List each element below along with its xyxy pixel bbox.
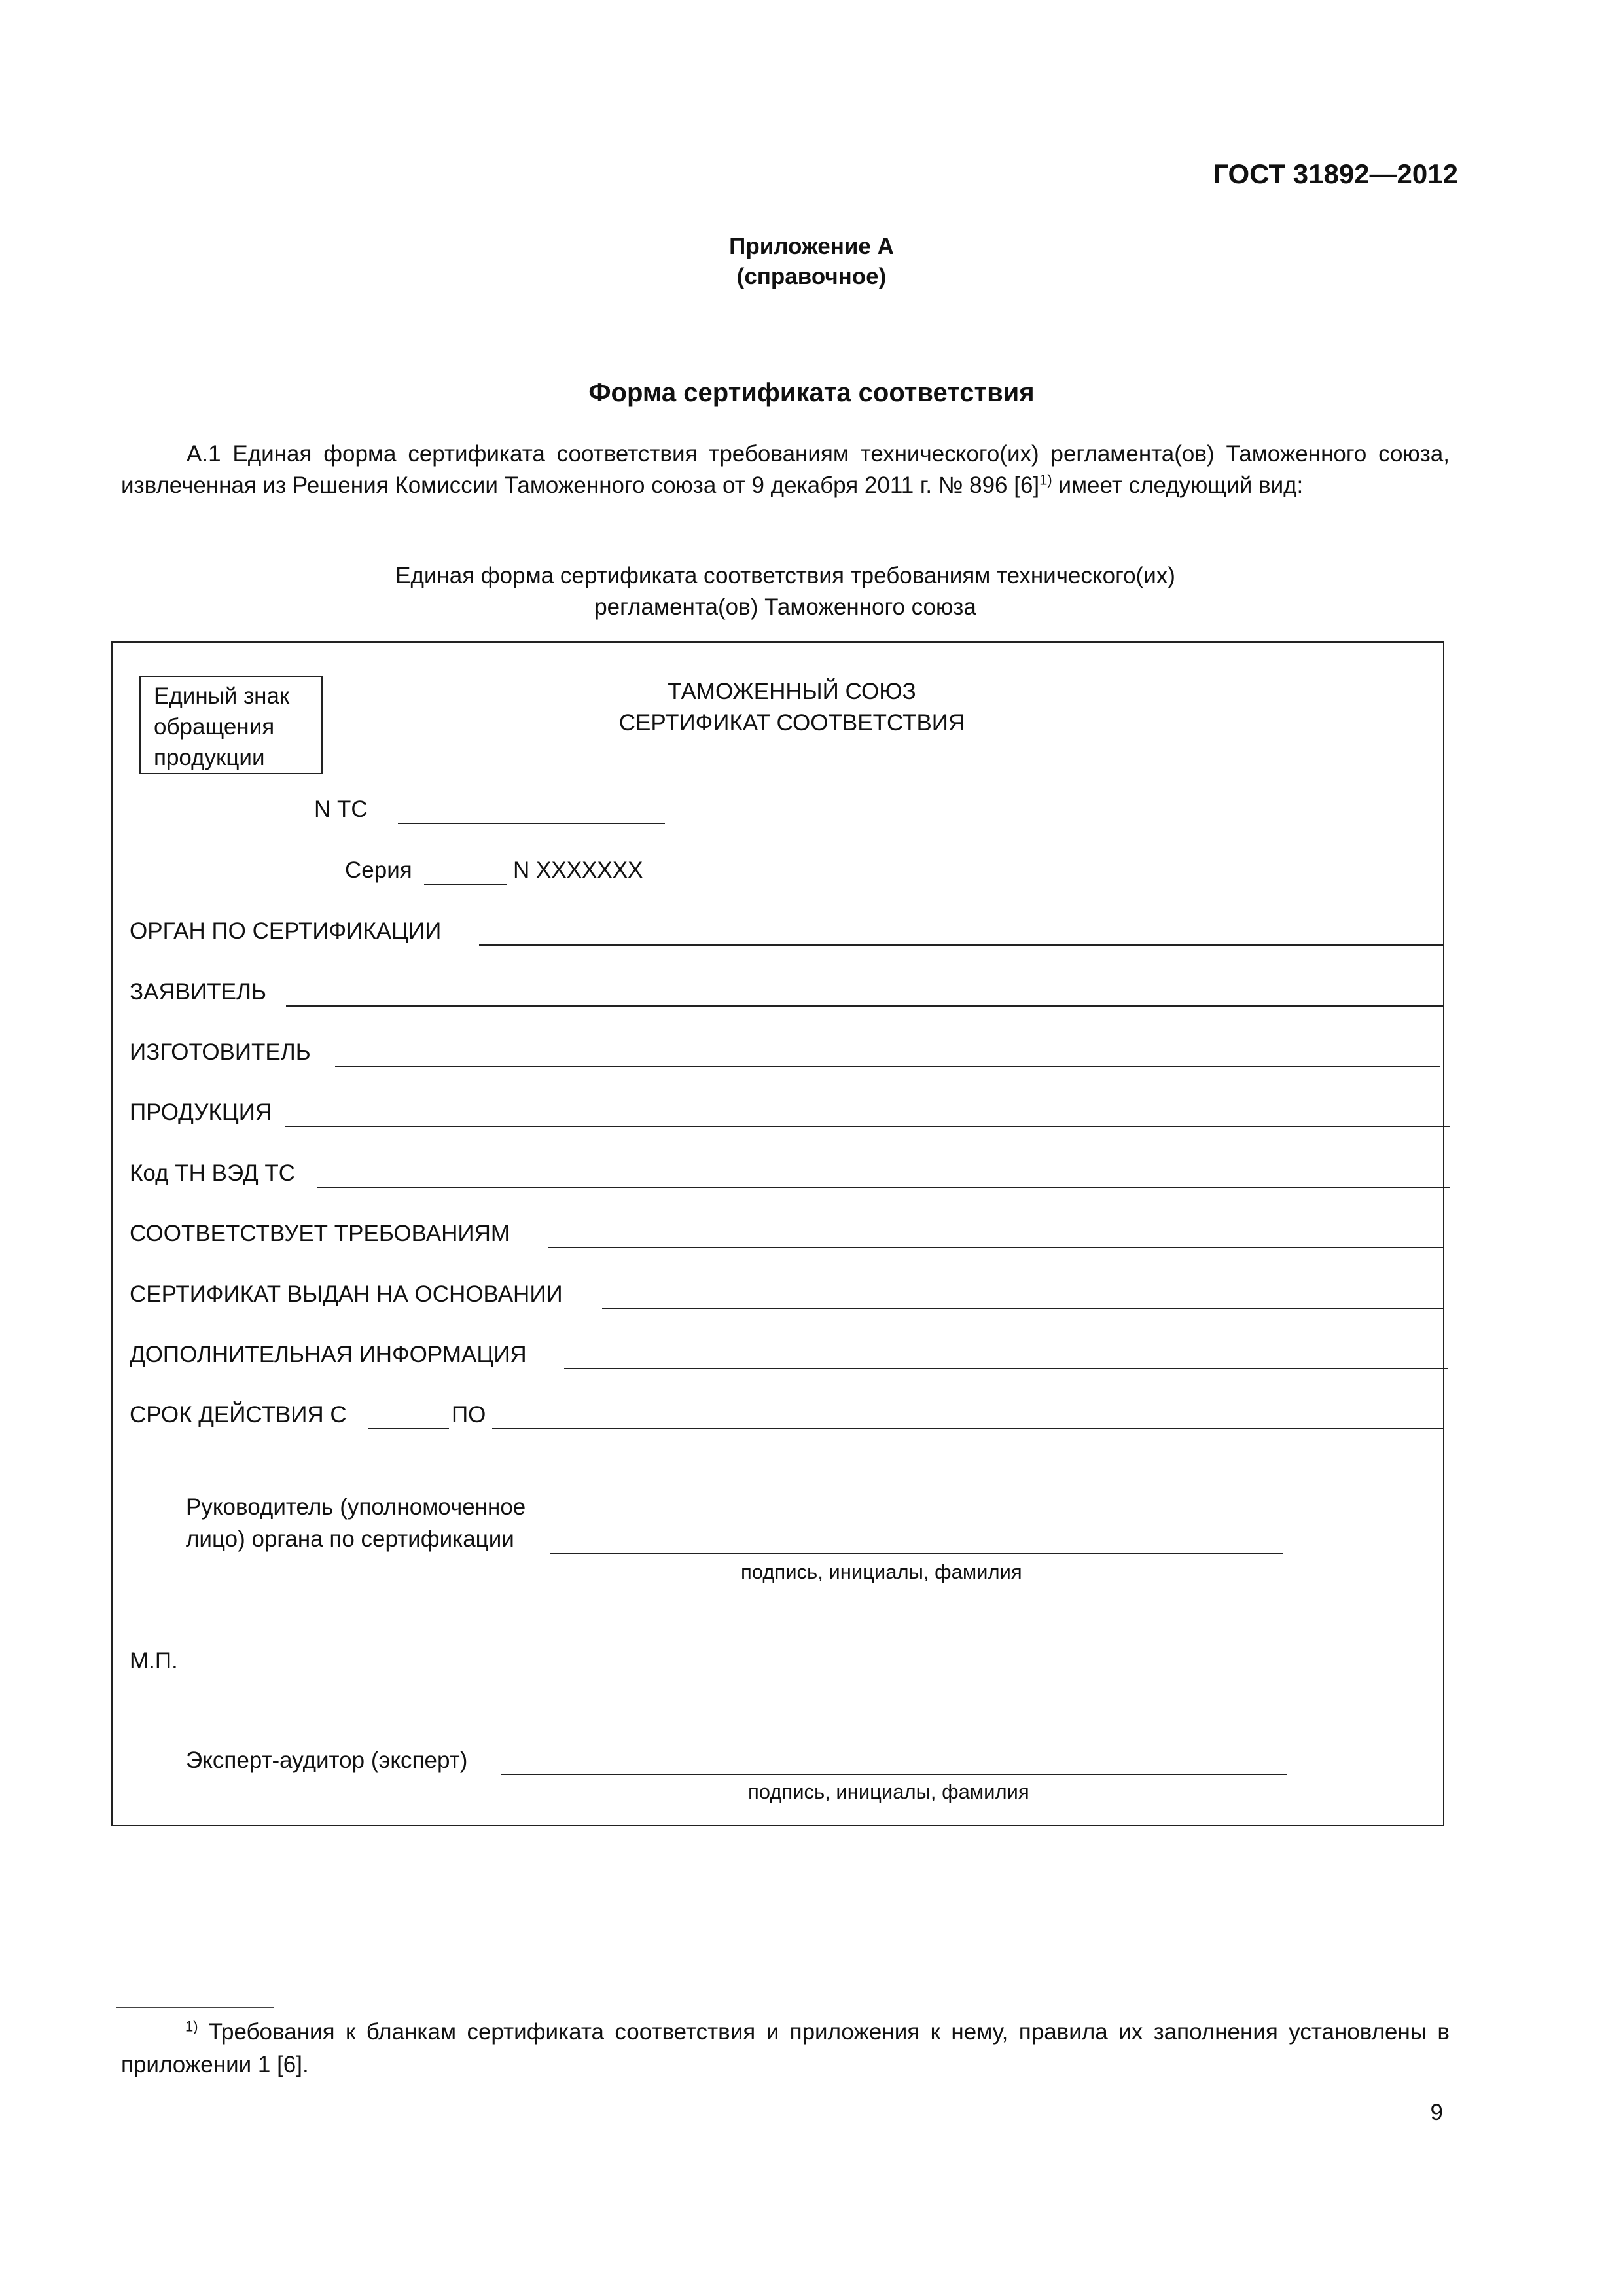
validity-to-label: ПО <box>452 1402 486 1427</box>
validity-from-field[interactable] <box>368 1428 449 1429</box>
applicant-field[interactable] <box>286 1005 1444 1007</box>
head-signature-field[interactable] <box>550 1553 1283 1554</box>
certificate-title: СЕРТИФИКАТ СООТВЕТСТВИЯ <box>618 710 965 736</box>
union-title: ТАМОЖЕННЫЙ СОЮЗ <box>668 679 916 704</box>
paragraph-tail: имеет следующий вид: <box>1052 473 1304 498</box>
cert-body-label: ОРГАН ПО СЕРТИФИКАЦИИ <box>130 918 442 944</box>
mark-line2: обращения <box>154 714 275 740</box>
footnote-text: Требования к бланкам сертификата соответствия и приложения к нему, правила их заполнения установлены в приложении 1 [6]. <box>121 2019 1450 2077</box>
form-caption-line1: Единая форма сертификата соответствия требованиям технического(их) <box>395 563 1175 588</box>
intro-paragraph <box>121 439 1450 501</box>
requirements-field[interactable] <box>548 1247 1444 1248</box>
expert-label: Эксперт-аудитор (эксперт) <box>186 1748 468 1773</box>
head-signature-caption: подпись, инициалы, фамилия <box>741 1560 1022 1583</box>
applicant-label: ЗАЯВИТЕЛЬ <box>130 979 266 1005</box>
page-title: Форма сертификата соответствия <box>588 378 1035 407</box>
footnote-ref: 1) <box>1039 471 1052 488</box>
circulation-mark-box <box>139 676 323 774</box>
manufacturer-label: ИЗГОТОВИТЕЛЬ <box>130 1039 311 1065</box>
tnved-code-field[interactable] <box>317 1187 1450 1188</box>
mark-line3: продукции <box>154 745 265 770</box>
appendix-status: (справочное) <box>736 264 887 289</box>
footnote-separator <box>116 2007 274 2008</box>
basis-field[interactable] <box>602 1308 1444 1309</box>
paragraph-text: А.1 Единая форма сертификата соответствия требованиям технического(их) регламента(ов) Таможенного союза, извлеченная из Решения Комиссии Таможенного союза от 9 декабря 2011 г. № 896 [6] <box>121 441 1450 498</box>
basis-label: СЕРТИФИКАТ ВЫДАН НА ОСНОВАНИИ <box>130 1282 563 1307</box>
number-label: N ХХХХХХХ <box>513 857 643 883</box>
form-heading <box>497 676 1086 739</box>
series-label: Серия <box>345 857 412 883</box>
expert-signature-field[interactable] <box>501 1774 1287 1775</box>
validity-to-field[interactable] <box>492 1428 1444 1429</box>
series-field[interactable] <box>424 884 507 885</box>
product-label: ПРОДУКЦИЯ <box>130 1100 272 1125</box>
footnote <box>121 2016 1450 2081</box>
tnved-code-label: Код ТН ВЭД ТС <box>130 1160 296 1186</box>
manufacturer-field[interactable] <box>335 1066 1440 1067</box>
form-caption-line2: регламента(ов) Таможенного союза <box>594 594 976 620</box>
product-field[interactable] <box>285 1126 1450 1127</box>
head-label-line2: лицо) органа по сертификации <box>186 1526 514 1552</box>
ntc-field[interactable] <box>398 823 665 824</box>
stamp-label: М.П. <box>130 1648 178 1674</box>
additional-info-label: ДОПОЛНИТЕЛЬНАЯ ИНФОРМАЦИЯ <box>130 1342 527 1367</box>
requirements-label: СООТВЕТСТВУЕТ ТРЕБОВАНИЯМ <box>130 1221 510 1246</box>
additional-info-field[interactable] <box>564 1368 1448 1369</box>
cert-body-field[interactable] <box>479 944 1444 946</box>
ntc-label: N ТС <box>314 797 368 822</box>
footnote-mark: 1) <box>185 2018 198 2035</box>
page-number: 9 <box>1430 2100 1443 2125</box>
mark-line1: Единый знак <box>154 683 290 709</box>
standard-number: ГОСТ 31892—2012 <box>1213 158 1458 189</box>
head-label-line1: Руководитель (уполномоченное <box>186 1494 526 1520</box>
expert-signature-caption: подпись, инициалы, фамилия <box>748 1780 1029 1803</box>
form-caption <box>0 560 1571 623</box>
validity-from-label: СРОК ДЕЙСТВИЯ С <box>130 1402 347 1427</box>
appendix-title: Приложение А <box>729 234 894 259</box>
